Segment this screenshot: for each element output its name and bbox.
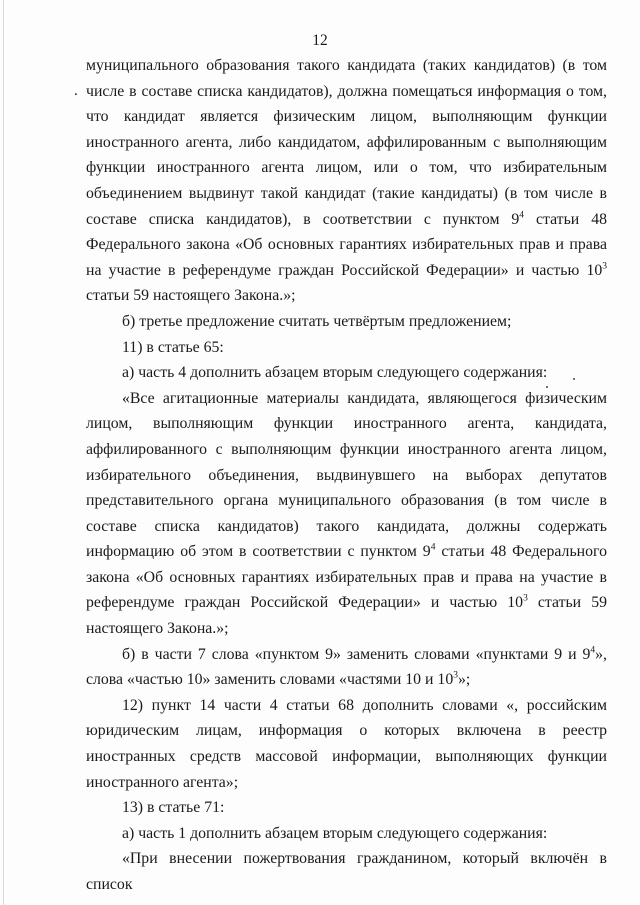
- superscript: 4: [519, 210, 525, 221]
- document-body: [86, 53, 607, 898]
- paragraph: [86, 360, 607, 386]
- paragraph-text: 13) в статье 71:: [122, 799, 225, 817]
- paragraph-text: 11) в статье 65:: [122, 338, 224, 356]
- paragraph-text: статьи 59 настоящего Закона.»;: [86, 287, 296, 305]
- paragraph-text: статьи 48 Федерального закона «Об основных гарантиях избирательных прав и права на участие в референдуме граждан Российской Федерации» и частью 10: [86, 210, 607, 279]
- paragraph: [86, 53, 607, 309]
- paragraph-text: », слова «частью 10» заменить словами «частями 10 и 10: [86, 645, 607, 689]
- paragraph-text: статьи 48 Федерального закона «Об основных гарантиях избирательных прав и права на участие в референдуме граждан Российской Федерации» и частью 10: [86, 543, 607, 612]
- paragraph: [86, 335, 607, 361]
- paragraph-text: б) в части 7 слова «пунктом 9» заменить словами «пунктами 9 и 9: [122, 645, 591, 663]
- paragraph-text: муниципального образования такого кандидата (таких кандидатов) (в том числе в составе списка кандидатов), должна помещаться информация о том, что кандидат является физическим лицом, выполняющим функции иностранного агента, либо кандидатом, аффилированным с выполняющим функции иностранного агента лицом, или о том, что избирательным объединением выдвинут такой кандидат (такие кандидаты) (в том числе в составе списка кандидатов), в соответствии с пунктом 9: [86, 57, 607, 228]
- superscript: 3: [453, 670, 458, 681]
- stray-scan-mark: .: [74, 83, 78, 99]
- paragraph: [86, 642, 607, 693]
- paragraph-text: б) третье предложение считать четвёртым предложением;: [122, 312, 512, 330]
- paragraph-text: «При внесении пожертвования гражданином, который включён в список: [86, 850, 607, 893]
- superscript: 3: [602, 261, 607, 272]
- paragraph-text: а) часть 4 дополнить абзацем вторым следующего содержания:: [122, 364, 548, 382]
- superscript: 4: [590, 645, 596, 656]
- paragraph: [86, 309, 607, 335]
- superscript: 3: [523, 594, 528, 605]
- paragraph: [86, 795, 607, 821]
- paragraph: [86, 693, 607, 795]
- scan-edge-line: [3, 0, 4, 905]
- paragraph-text: »;: [457, 671, 471, 689]
- paragraph: [86, 386, 607, 642]
- paragraph-text: статьи 59 настоящего Закона.»;: [86, 594, 607, 638]
- paragraph-text: 12) пункт 14 части 4 статьи 68 дополнить словами «, российским юридическим лицам, информация о которых включена в реестр иностранных средств массовой информации, выполняющих функции иностранного агента»;: [86, 696, 607, 791]
- paragraph: [86, 821, 607, 847]
- paragraph-text: «Все агитационные материалы кандидата, являющегося физическим лицом, выполняющим функции иностранного агента, кандидата, аффилированного с выполняющим функции иностранного агента лицом, избирательного объединения, выдвинувшего на выборах депутатов представительного органа муниципального образования (в том числе в составе списка кандидатов) такого кандидата, должны содержать информацию об этом в соответствии с пунктом 9: [86, 389, 607, 561]
- paragraph-text: а) часть 1 дополнить абзацем вторым следующего содержания:: [122, 824, 548, 842]
- page-number: 12: [312, 32, 328, 49]
- superscript: 4: [430, 543, 436, 554]
- paragraph: [86, 846, 607, 897]
